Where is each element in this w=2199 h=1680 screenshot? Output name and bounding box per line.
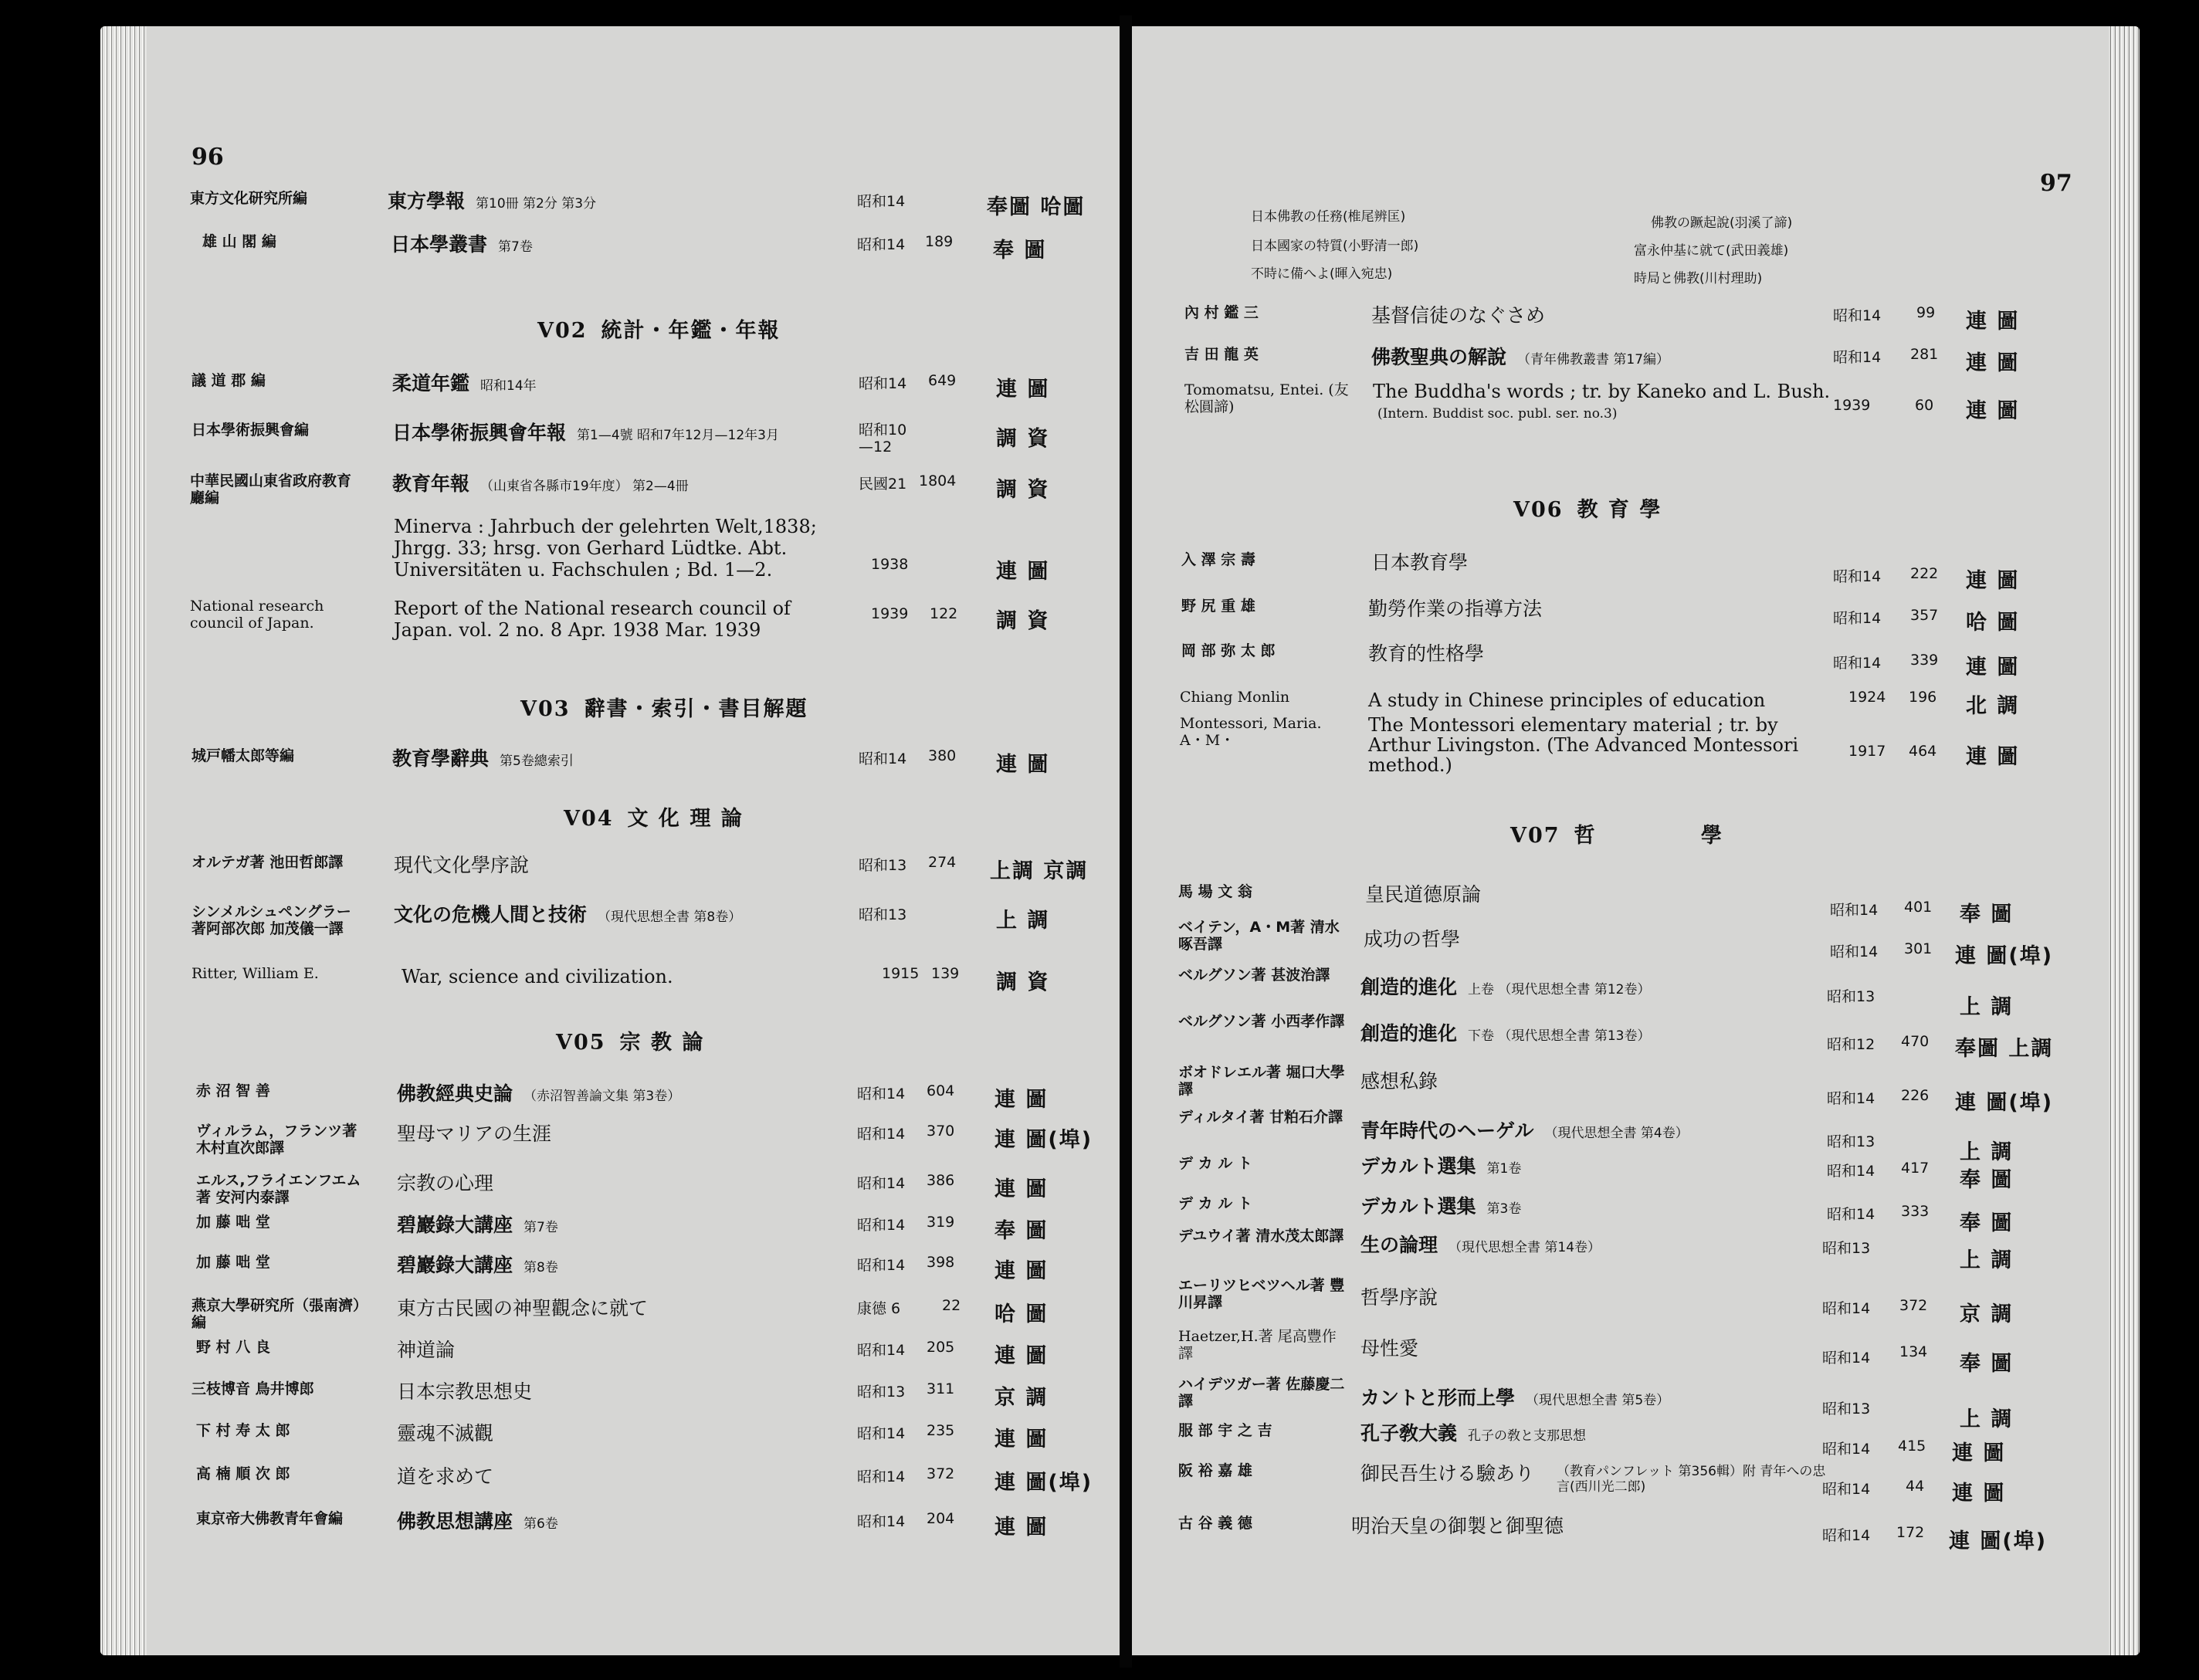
entry-year: 1939	[871, 605, 909, 622]
contents-line: 時局と佛教(川村理助)	[1634, 271, 1763, 286]
entry-author: 中華民國山東省政府教育廳編	[190, 472, 352, 506]
entry-title: 成功の哲學	[1364, 928, 1461, 950]
entry-pages: 311	[927, 1380, 955, 1397]
entry-author: 古 谷 義 德	[1178, 1515, 1252, 1532]
entry-location: 哈 圖	[994, 1302, 1049, 1326]
entry-location: 上 調	[1960, 995, 2014, 1019]
entry-title: Report of the National research council of Japan. vol. 2 no. 8 Apr. 1938 Mar. 1939	[394, 598, 791, 641]
entry-author: ボオドレエル著 堀口大學譯	[1178, 1064, 1345, 1098]
entry-location: 連 圖(埠)	[994, 1471, 1093, 1495]
entry-pages: 60	[1915, 397, 1934, 414]
entry-year: 昭和14	[1822, 1350, 1871, 1367]
page-number: 97	[2040, 170, 2072, 197]
entry-title: 靈魂不滅觀	[397, 1422, 494, 1445]
entry-pages: 470	[1901, 1033, 1930, 1050]
entry-location: 連 圖	[994, 1259, 1049, 1283]
entry-author: 野 村 八 良	[196, 1339, 270, 1356]
entry-location: 調 資	[996, 427, 1050, 451]
entry-title: Minerva : Jahrbuch der gelehrten Welt,1838; Jhrgg. 33; hrsg. von Gerhard Lüdtke. Abt. Universitäten u. Fachschulen ; Bd. 1—2.	[394, 516, 817, 581]
entry-pages: 604	[927, 1082, 955, 1099]
entry-title: 道を求めて	[397, 1465, 494, 1488]
entry-location: 調 資	[996, 970, 1050, 994]
entry-pages: 370	[927, 1123, 955, 1140]
entry-pages: 205	[927, 1339, 955, 1356]
entry-location: 上 調	[1960, 1140, 2014, 1164]
entry-year: 昭和14	[1830, 943, 1879, 960]
section-heading-v03: V03 辭書・索引・書目解題	[520, 697, 808, 721]
entry-pages: 386	[927, 1172, 955, 1189]
entry-year: 昭和14	[857, 236, 906, 253]
entry-year: 昭和14	[857, 1342, 906, 1359]
entry-pages: 398	[927, 1254, 955, 1271]
entry-location: 連 圖	[1966, 399, 2020, 423]
entry-location: 京 調	[994, 1386, 1049, 1410]
entry-year: 昭和14	[859, 750, 907, 767]
entry-author: 三枝博音 鳥井博郎	[191, 1380, 314, 1397]
entry-year: 昭和14	[857, 1126, 906, 1143]
entry-location: 連 圖	[994, 1428, 1049, 1451]
entry-location: 連 圖	[1966, 569, 2020, 593]
section-heading-v06: V06 教 育 學	[1513, 498, 1662, 522]
entry-year: 昭和14	[857, 1175, 906, 1192]
entry-author: Chiang Monlin	[1180, 689, 1290, 706]
entry-author: ディルタイ著 甘粕石介譯	[1178, 1109, 1343, 1126]
entry-location: 奉 圖	[993, 239, 1047, 262]
entry-year: 昭和14	[1822, 1300, 1871, 1317]
entry-year: 昭和14	[857, 1425, 906, 1442]
entry-year: 昭和14	[1833, 568, 1882, 585]
entry-pages: 204	[927, 1510, 955, 1527]
entry-pages: 649	[928, 372, 957, 389]
entry-pages: 372	[927, 1465, 955, 1482]
entry-year: 昭和14	[857, 1468, 906, 1485]
entry-location: 連 圖	[994, 1344, 1049, 1368]
contents-line: 富永仲基に就て(武田義雄)	[1634, 243, 1789, 259]
entry-year: 昭和13	[859, 857, 907, 874]
entry-author: 阪 裕 嘉 雄	[1178, 1462, 1252, 1479]
entry-location: 連 圖	[996, 378, 1050, 401]
entry-title: A study in Chinese principles of education	[1368, 689, 1766, 711]
entry-author: Ritter, William E.	[191, 965, 319, 982]
entry-location: 連 圖(埠)	[1955, 1091, 2054, 1115]
entry-year: 1939	[1833, 397, 1871, 414]
entry-pages: 415	[1898, 1438, 1926, 1455]
entry-year: 1915	[882, 965, 920, 982]
entry-author: 加 藤 咄 堂	[196, 1214, 270, 1231]
entry-pages: 281	[1910, 346, 1939, 363]
section-heading-v02: V02 統計・年鑑・年報	[537, 319, 781, 343]
entry-title: 教育學辭典 第5卷總索引	[392, 747, 574, 770]
entry-author: デ カ ル ト	[1178, 1195, 1252, 1212]
entry-location: 連 圖	[1966, 745, 2020, 769]
page-number: 96	[191, 144, 224, 171]
entry-author: 野 尻 重 雄	[1181, 598, 1255, 615]
entry-location: 連 圖(埠)	[1949, 1529, 2048, 1553]
entry-year: 昭和14	[857, 1086, 906, 1102]
entry-title: 教育年報 （山東省各縣市19年度） 第2—4冊	[392, 472, 689, 495]
entry-pages: 172	[1896, 1524, 1925, 1541]
entry-year: 昭和14	[1827, 1163, 1875, 1180]
entry-author: 吉 田 龍 英	[1184, 346, 1259, 363]
entry-title: カントと形而上學 （現代思想全書 第5卷）	[1360, 1387, 1670, 1409]
entry-pages: 122	[930, 605, 958, 622]
entry-pages: 226	[1901, 1087, 1930, 1104]
entry-title: 佛教經典史論 （赤沼智善論文集 第3卷）	[397, 1082, 681, 1105]
entry-title: 明治天皇の御製と御聖德	[1351, 1515, 1564, 1537]
entry-author: ハイデツガー著 佐藤慶二譯	[1178, 1376, 1345, 1410]
entry-author: シンメルシュペングラー著阿部次郎 加茂儀一譯	[191, 903, 351, 937]
entry-title: 碧巖錄大講座 第8卷	[397, 1254, 558, 1276]
entry-year: 昭和13	[1827, 988, 1875, 1005]
entry-title: 文化の危機人間と技術 （現代思想全書 第8卷）	[394, 903, 742, 926]
entry-title: 創造的進化 上卷 （現代思想全書 第12卷）	[1360, 976, 1651, 998]
entry-pages: 319	[927, 1214, 955, 1231]
entry-year: 1938	[871, 556, 909, 573]
entry-title: 日本宗教思想史	[397, 1380, 533, 1403]
entry-location: 京 調	[1960, 1302, 2014, 1326]
entry-author: エーリツヒベツヘル著 豐川昇譯	[1178, 1277, 1345, 1311]
entry-title: 生の論理 （現代思想全書 第14卷）	[1360, 1234, 1601, 1256]
entry-title: 柔道年鑑 昭和14年	[392, 372, 537, 395]
entry-year: 昭和14	[1833, 307, 1882, 324]
entry-pages: 134	[1899, 1343, 1928, 1360]
entry-author: ベイテン，A・M著 清水啄吾譯	[1178, 919, 1340, 953]
entry-year: 昭和12	[1827, 1036, 1875, 1053]
entry-location: 連 圖(埠)	[994, 1128, 1093, 1152]
entry-author: Montessori, Maria. A・M・	[1180, 715, 1322, 749]
entry-year: 昭和14	[1830, 902, 1879, 919]
entry-title: 教育的性格學	[1368, 642, 1485, 665]
entry-location: 調 資	[996, 609, 1050, 633]
entry-author: 馬 場 文 翁	[1178, 883, 1252, 900]
entry-author: 東京帝大佛教青年會編	[196, 1510, 344, 1527]
entry-author: 服 部 宇 之 吉	[1178, 1422, 1272, 1439]
entry-pages: 417	[1901, 1160, 1930, 1177]
entry-title: 孔子敎大義 孔子の敎と支那思想	[1360, 1422, 1587, 1445]
entry-pages: 339	[1910, 652, 1939, 669]
entry-location: 上調 京調	[990, 859, 1089, 883]
entry-author: デユウイ著 清水茂太郎譯	[1178, 1228, 1344, 1245]
entry-year: 昭和13	[1827, 1133, 1875, 1150]
section-heading-v05: V05 宗 教 論	[556, 1031, 705, 1055]
entry-location: 奉 圖	[1960, 1352, 2014, 1376]
entry-location: 奉 圖	[1960, 903, 2014, 926]
entry-author: エルス,フライエンフエム著 安河内泰譯	[196, 1172, 361, 1206]
entry-year: 昭和14	[1833, 655, 1882, 672]
entry-title: 東方學報 第10冊 第2分 第3分	[388, 190, 597, 212]
entry-pages: 357	[1910, 607, 1939, 624]
entry-year: 昭和14	[857, 1257, 906, 1274]
entry-author: 雄 山 閣 編	[202, 233, 276, 250]
entry-title: 創造的進化 下卷 （現代思想全書 第13卷）	[1360, 1022, 1651, 1045]
entry-title: 勤勞作業の指導方法	[1368, 598, 1543, 620]
entry-location: 北 調	[1966, 694, 2020, 718]
entry-location: 連 圖	[1966, 310, 2020, 334]
entry-pages: 401	[1904, 899, 1933, 916]
entry-author: 下 村 寿 太 郎	[196, 1422, 290, 1439]
entry-author: 燕京大學研究所（張南濟）編	[191, 1297, 361, 1331]
entry-title: 神道論	[397, 1339, 456, 1361]
entry-title: 基督信徒のなぐさめ	[1371, 304, 1546, 327]
entry-author: 議 道 郡 編	[191, 372, 266, 389]
entry-author: デ カ ル ト	[1178, 1155, 1252, 1172]
entry-pages: 235	[927, 1422, 955, 1439]
entry-location: 連 圖(埠)	[1955, 944, 2054, 968]
entry-year: 1917	[1848, 743, 1886, 760]
entry-title: 佛教思想講座 第6卷	[397, 1510, 558, 1533]
entry-location: 連 圖	[1966, 655, 2020, 679]
entry-pages: 301	[1904, 940, 1933, 957]
entry-pages: 99	[1916, 304, 1936, 321]
entry-location: 連 圖	[1966, 351, 2020, 375]
entry-title: 母性愛	[1360, 1337, 1419, 1360]
entry-note: （教育パンフレット 第356輯）附 青年への忠言(西川光二郎)	[1557, 1464, 1826, 1495]
entry-title: 日本教育學	[1371, 551, 1469, 574]
entry-title: 佛教聖典の解說 （青年佛教叢書 第17編）	[1371, 346, 1670, 368]
contents-line: 佛教の蹶起說(羽溪了諦)	[1651, 215, 1793, 231]
entry-pages: 372	[1899, 1297, 1928, 1314]
entry-author: 赤 沼 智 善	[196, 1082, 270, 1099]
entry-location: 調 資	[996, 478, 1050, 502]
entry-title: 宗教の心理	[397, 1172, 494, 1194]
entry-pages: 1804	[919, 472, 957, 489]
entry-pages: 464	[1909, 743, 1937, 760]
entry-title: デカルト選集 第1卷	[1360, 1155, 1522, 1177]
entry-location: 連 圖	[994, 1177, 1049, 1201]
entry-title: 哲學序說	[1360, 1286, 1438, 1309]
entry-location: 連 圖	[1952, 1441, 2006, 1465]
book-spine	[1120, 15, 1132, 1668]
entry-year: 康德 6	[857, 1300, 901, 1317]
entry-location: 哈 圖	[1966, 611, 2020, 635]
entry-location: 奉圖 哈圖	[987, 195, 1086, 219]
entry-year: 昭和14	[1833, 610, 1882, 627]
entry-location: 奉 圖	[1960, 1211, 2014, 1235]
entry-title: 聖母マリアの生涯	[397, 1123, 552, 1145]
entry-year: 昭和14	[857, 1217, 906, 1234]
entry-author: オルテガ著 池田哲郎譯	[191, 854, 344, 871]
entry-title: 青年時代のヘーゲル （現代思想全書 第4卷）	[1360, 1119, 1689, 1142]
entry-author: Haetzer,H.著 尾高豐作譯	[1178, 1328, 1337, 1362]
entry-pages: 44	[1906, 1478, 1925, 1495]
page-edge-texture	[2109, 26, 2140, 1655]
entry-title: 日本學術振興會年報 第1—4號 昭和7年12月—12年3月	[392, 422, 779, 444]
entry-year: 昭和14	[857, 1513, 906, 1530]
entry-location: 奉 圖	[994, 1219, 1049, 1243]
entry-pages: 189	[925, 233, 954, 250]
entry-pages: 139	[931, 965, 960, 982]
entry-title: 日本學叢書 第7卷	[391, 233, 533, 256]
right-page	[1132, 26, 2140, 1655]
contents-line: 不時に備へよ(暉入宛忠)	[1251, 266, 1393, 282]
contents-line: 日本國家の特質(小野清一郎)	[1251, 239, 1419, 254]
entry-author: Tomomatsu, Entei. (友松圓諦)	[1184, 381, 1349, 415]
entry-author: 入 澤 宗 壽	[1181, 551, 1255, 568]
entry-location: 連 圖	[996, 753, 1050, 777]
left-page	[100, 26, 1120, 1655]
entry-author: 高 楠 順 次 郎	[196, 1465, 290, 1482]
entry-location: 連 圖	[1952, 1482, 2006, 1506]
entry-location: 連 圖	[994, 1516, 1049, 1539]
entry-location: 上 調	[996, 909, 1050, 933]
entry-year: 昭和13	[857, 1384, 906, 1401]
entry-location: 上 調	[1960, 1407, 2014, 1431]
entry-author: 加 藤 咄 堂	[196, 1254, 270, 1271]
entry-year: 昭和14	[1827, 1090, 1875, 1107]
entry-year: 昭和14	[1822, 1527, 1871, 1544]
entry-location: 連 圖	[994, 1088, 1049, 1112]
entry-title: 感想私錄	[1360, 1070, 1438, 1092]
entry-pages: 22	[942, 1297, 961, 1314]
contents-line: 日本佛教の任務(椎尾辨匡)	[1251, 209, 1406, 225]
entry-author: National research council of Japan.	[190, 598, 324, 632]
entry-location: 上 調	[1960, 1248, 2014, 1272]
entry-pages: 274	[928, 854, 957, 871]
entry-author: 日本學術振興會編	[191, 422, 310, 439]
entry-pages: 333	[1901, 1203, 1930, 1220]
entry-location: 奉圖 上調	[1955, 1037, 2054, 1061]
entry-year: 昭和14	[1822, 1481, 1871, 1498]
entry-location: 連 圖	[996, 560, 1050, 584]
entry-year: 昭和14	[1822, 1441, 1871, 1458]
entry-author: ヴィルラム，フランツ著 木村直次郎譯	[196, 1123, 357, 1157]
page-edge-texture	[100, 26, 147, 1655]
entry-pages: 222	[1910, 565, 1939, 582]
entry-title: 御民吾生ける驗あり	[1360, 1462, 1535, 1485]
entry-year: 昭和13	[859, 906, 907, 923]
entry-year: 昭和14	[859, 375, 907, 392]
entry-title: 皇民道德原論	[1365, 883, 1482, 906]
entry-author: ベルグソン著 甚波治譯	[1178, 967, 1330, 984]
entry-year: 民國21	[859, 476, 907, 493]
entry-pages: 380	[928, 747, 957, 764]
entry-year: 昭和14	[1833, 349, 1882, 366]
entry-year: 昭和10 —12	[859, 422, 907, 456]
entry-title: 東方古民國の神聖觀念に就て	[397, 1297, 649, 1319]
entry-title: War, science and civilization.	[402, 966, 673, 987]
entry-title: 現代文化學序說	[394, 854, 530, 876]
entry-title: 碧巖錄大講座 第7卷	[397, 1214, 558, 1236]
entry-location: 奉 圖	[1960, 1168, 2014, 1192]
entry-year: 昭和13	[1822, 1401, 1871, 1418]
entry-title: デカルト選集 第3卷	[1360, 1195, 1522, 1218]
entry-author: 岡 部 弥 太 郎	[1181, 642, 1276, 659]
entry-author: 城戸幡太郎等編	[191, 747, 295, 764]
entry-pages: 196	[1909, 689, 1937, 706]
entry-author: 東方文化研究所編	[190, 190, 308, 207]
section-heading-v07: V07 哲 學	[1510, 824, 1771, 848]
section-heading-v04: V04 文 化 理 論	[564, 807, 744, 831]
entry-author: 內 村 鑑 三	[1184, 304, 1259, 321]
entry-year: 昭和13	[1822, 1240, 1871, 1257]
entry-title: The Buddha's words ; tr. by Kaneko and L. Bush. (Intern. Buddist soc. publ. ser. no.3)	[1373, 381, 1831, 422]
entry-title: The Montessori elementary material ; tr. by Arthur Livingston. (The Advanced Montessori method.)	[1368, 714, 1799, 776]
entry-year: 1924	[1848, 689, 1886, 706]
entry-year: 昭和14	[857, 193, 906, 210]
entry-year: 昭和14	[1827, 1206, 1875, 1223]
entry-author: ベルグソン著 小西孝作譯	[1178, 1013, 1345, 1030]
